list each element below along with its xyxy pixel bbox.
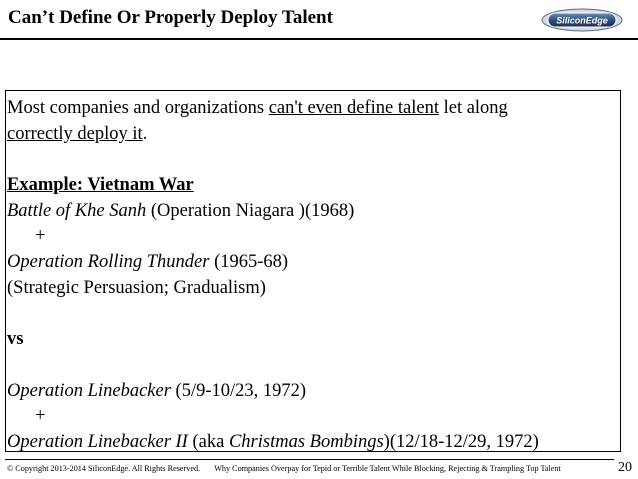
operation-3-detail: (5/9-10/23, 1972) bbox=[170, 380, 307, 401]
siliconedge-logo bbox=[541, 8, 623, 32]
example-heading-line bbox=[7, 173, 619, 199]
operation-4-aka-name: Christmas Bombings bbox=[228, 431, 384, 452]
example-heading: Example: Vietnam War bbox=[7, 175, 194, 196]
footer-divider bbox=[5, 459, 614, 460]
plus-2: + bbox=[35, 406, 46, 427]
blank-line bbox=[7, 147, 619, 173]
operation-1-detail: (Operation Niagara )(1968) bbox=[146, 200, 355, 221]
operation-1 bbox=[7, 199, 619, 225]
intro-text: Most companies and organizations bbox=[7, 98, 269, 118]
operation-2-name: Operation Rolling Thunder bbox=[7, 252, 210, 273]
operation-4-name: Operation Linebacker II bbox=[7, 431, 188, 452]
vs-label: vs bbox=[7, 329, 24, 350]
logo-text: SiliconEdge bbox=[556, 15, 608, 26]
operation-1-name: Battle of Khe Sanh bbox=[7, 200, 147, 221]
intro-underlined-phrase: can't even define talent bbox=[268, 98, 439, 118]
operation-3 bbox=[7, 379, 619, 405]
slide-body bbox=[7, 96, 619, 456]
operation-2-detail: (1965-68) bbox=[209, 252, 289, 273]
slide-title: Can’t Define Or Properly Deploy Talent bbox=[8, 7, 333, 28]
operation-4-detail: )(12/18-12/29, 1972) bbox=[383, 431, 539, 452]
intro-line-2 bbox=[7, 122, 619, 148]
footer bbox=[7, 464, 561, 473]
plus-1: + bbox=[35, 226, 46, 247]
footer-caption: Why Companies Overpay for Tepid or Terrible Talent While Blocking, Rejecting & Trampling Top Talent bbox=[214, 464, 561, 473]
intro-underlined-phrase-2: correctly deploy it bbox=[7, 123, 143, 144]
header-divider bbox=[0, 38, 638, 40]
intro-line-1 bbox=[7, 96, 619, 122]
operation-2 bbox=[7, 250, 619, 276]
operation-3-name: Operation Linebacker bbox=[7, 380, 171, 401]
page-number: 20 bbox=[618, 460, 632, 475]
intro-period: . bbox=[142, 123, 148, 144]
operation-2-note: (Strategic Persuasion; Gradualism) bbox=[7, 277, 266, 298]
footer-copyright: © Copyright 2013-2014 SiliconEdge. All Rights Reserved. bbox=[7, 464, 201, 473]
operation-4 bbox=[7, 430, 619, 456]
operation-4-aka: (aka bbox=[187, 431, 229, 452]
intro-text-end: let along bbox=[438, 98, 508, 118]
blank-line-2 bbox=[7, 302, 619, 328]
blank-line-3 bbox=[7, 353, 619, 379]
